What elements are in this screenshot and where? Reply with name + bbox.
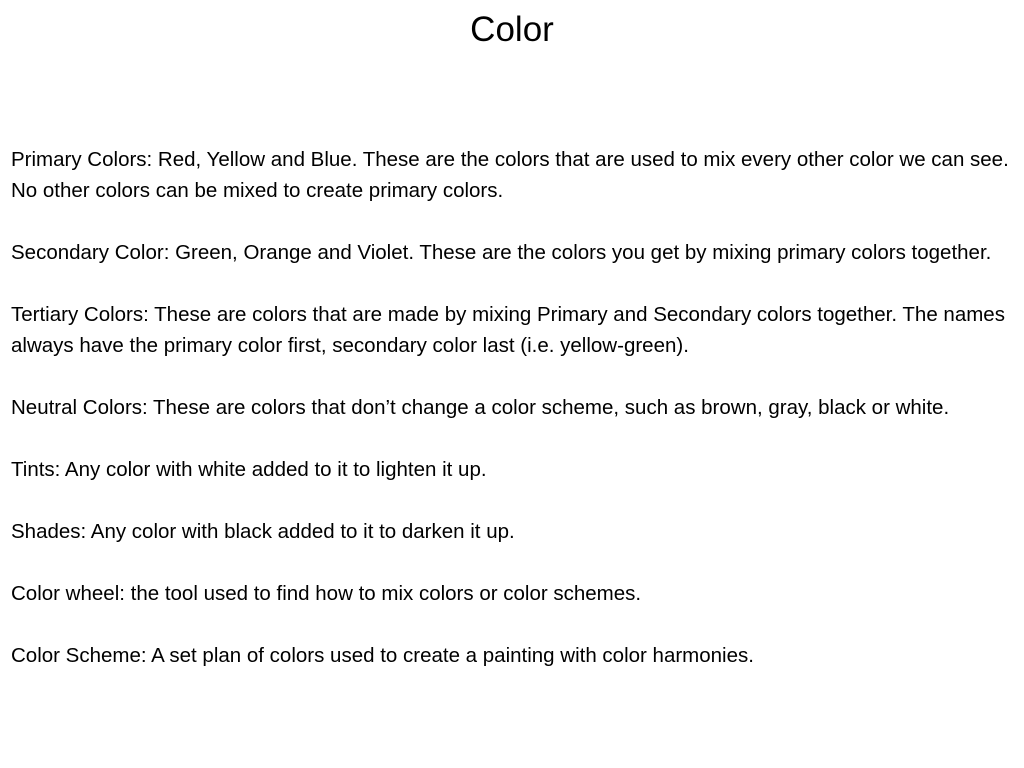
paragraph-shades: Shades: Any color with black added to it to darken it up. [11,520,515,543]
slide-title: Color [470,10,554,49]
paragraph-neutral-colors: Neutral Colors: These are colors that don’t change a color scheme, such as brown, gray, black or white. [11,396,950,419]
paragraph-color-scheme: Color Scheme: A set plan of colors used to create a painting with color harmonies. [11,644,754,667]
paragraph-tints: Tints: Any color with white added to it to lighten it up. [11,458,487,481]
paragraph-color-wheel: Color wheel: the tool used to find how to mix colors or color schemes. [11,582,642,605]
paragraph-secondary-color: Secondary Color: Green, Orange and Violet. These are the colors you get by mixing primary colors together. [11,241,992,264]
paragraph-primary-colors: Primary Colors: Red, Yellow and Blue. These are the colors that are used to mix every other color we can see. No other colors can be mixed to create primary colors. [11,148,1009,202]
paragraph-tertiary-colors: Tertiary Colors: These are colors that are made by mixing Primary and Secondary colors together. The names always have the primary color first, secondary color last (i.e. yellow-green). [11,303,1005,357]
slide-body [11,144,1017,702]
